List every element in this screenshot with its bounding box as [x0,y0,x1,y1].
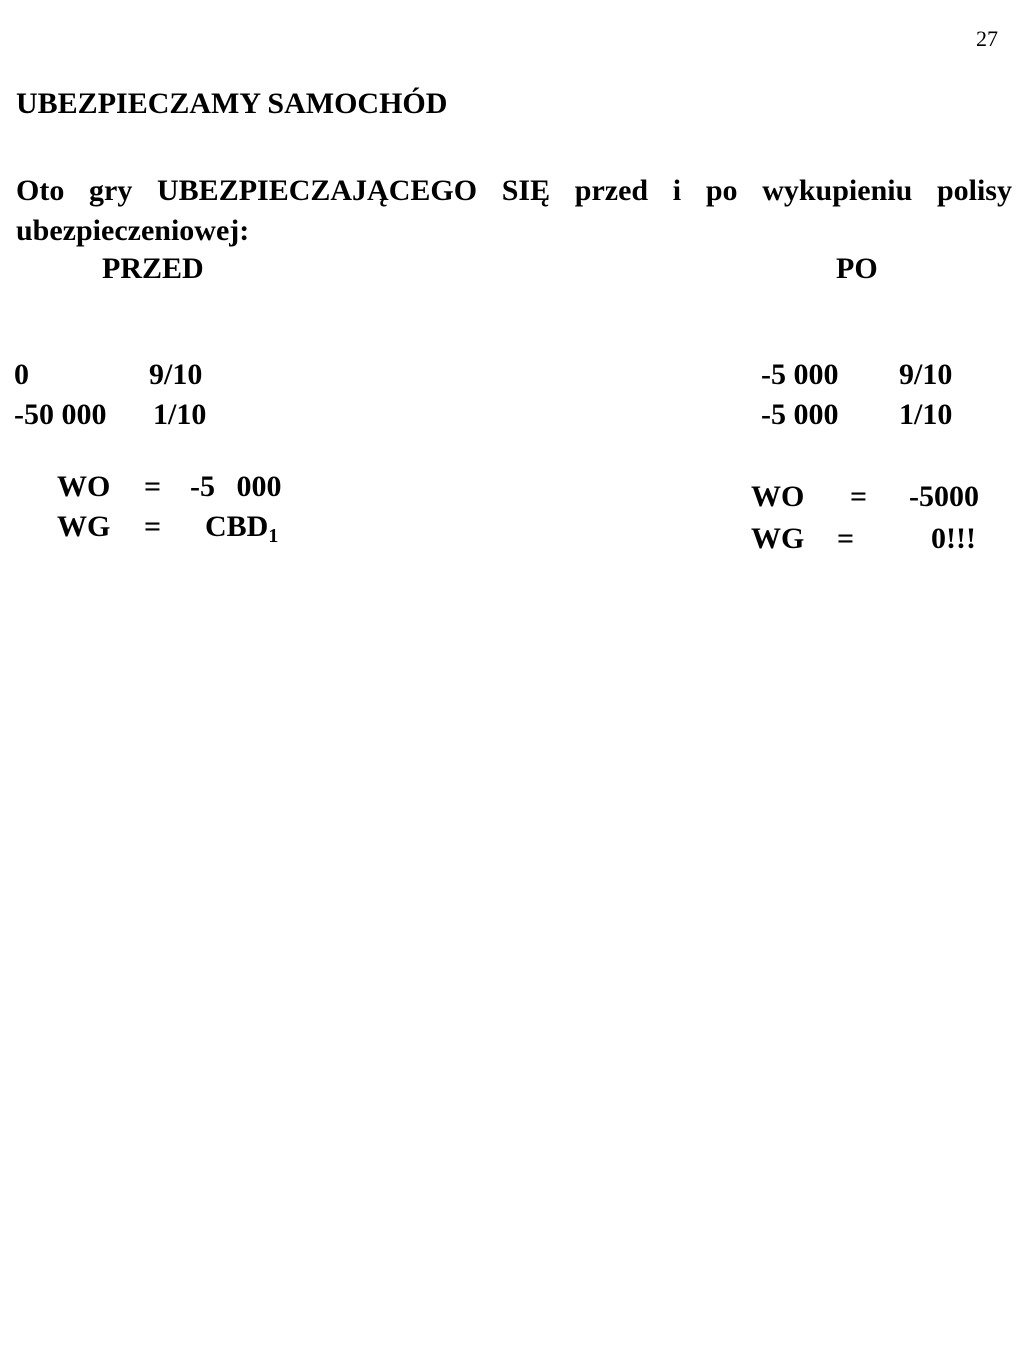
before-wg-label: WG [57,510,111,543]
page-title: UBEZPIECZAMY SAMOCHÓD [16,87,448,120]
column-heading-after: PO [836,252,878,285]
after-wo-label: WO [751,480,805,513]
before-wo-value: -5 000 [190,470,282,503]
after-wg-equals: = [837,522,855,555]
before-wg-value-text: CBD [205,510,269,543]
before-wg-equals: = [144,510,162,543]
before-wg-subscript: 1 [268,525,279,547]
after-wg-value: 0!!! [931,522,976,555]
before-outcome-probability: 1/10 [153,398,207,431]
after-outcome-probability: 1/10 [899,398,953,431]
before-outcome-probability: 9/10 [149,358,203,391]
after-outcome-probability: 9/10 [899,358,953,391]
before-wg-value [205,510,279,547]
before-wo-label: WO [57,470,111,503]
after-outcome-value: -5 000 [761,358,839,391]
intro-paragraph: Oto gry UBEZPIECZAJĄCEGO SIĘ przed i po wykupieniu polisy ubezpieczeniowej: [16,174,1012,247]
before-wo-equals: = [144,470,162,503]
column-heading-before: PRZED [102,252,204,285]
after-outcome-value: -5 000 [761,398,839,431]
after-wo-equals: = [850,480,868,513]
page-number: 27 [976,26,998,51]
before-outcome-value: 0 [14,358,29,391]
after-wg-label: WG [751,522,805,555]
before-outcome-value: -50 000 [14,398,107,431]
after-wo-value: -5000 [909,480,979,513]
